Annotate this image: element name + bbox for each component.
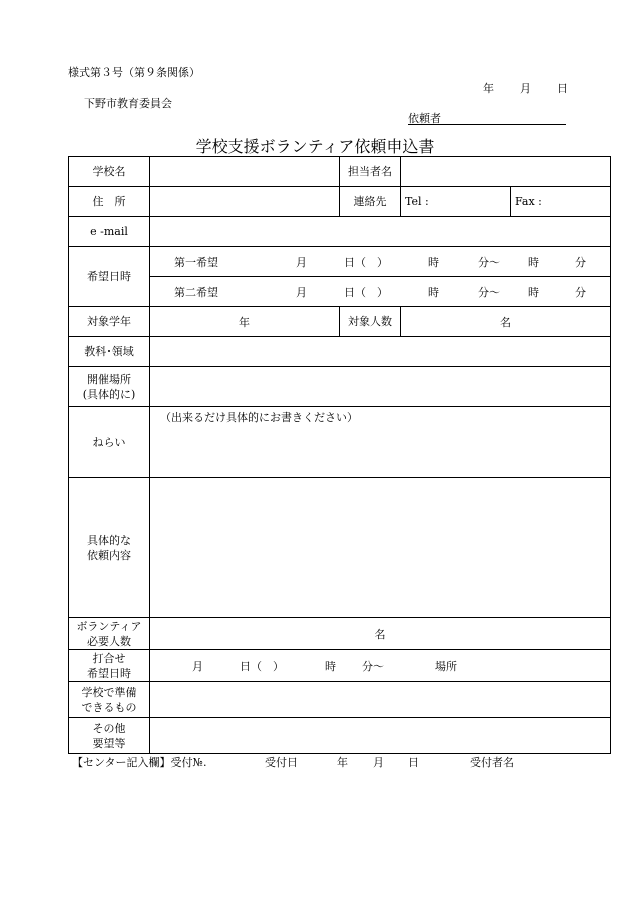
volunteers-label-line1: ボランティア [76,619,142,633]
second-hour-to: 時 [528,285,539,299]
target-grade-field[interactable] [150,307,340,337]
footer-month: 月 [373,756,384,769]
form-number: 様式第３号（第９条関係） [68,66,200,79]
email-label: e -mail [69,217,150,247]
prep-label-line2: できるもの [81,700,137,714]
meeting-label [69,650,150,682]
footer-day: 日 [408,756,419,769]
school-name-label: 学校名 [69,157,150,187]
subject-area-field[interactable] [150,337,611,367]
row-address [69,187,611,217]
row-prep [69,682,611,718]
meeting-field[interactable] [150,650,611,682]
person-in-charge-field[interactable] [401,157,611,187]
prep-label-line1: 学校で準備 [81,685,137,699]
details-field[interactable] [150,478,611,618]
school-name-field[interactable] [150,157,340,187]
aim-label: ねらい [69,407,150,478]
row-second-choice [69,277,611,307]
target-grade-label: 対象学年 [69,307,150,337]
requester-label: 依頼者 [408,112,441,125]
request-form-table [68,156,611,754]
prep-field[interactable] [150,682,611,718]
volunteers-unit: 名 [374,627,386,641]
first-minute-from: 分～ [478,255,500,269]
first-choice-field[interactable] [150,247,611,277]
second-choice-field[interactable] [150,277,611,307]
row-details [69,478,611,618]
first-month: 月 [296,255,307,269]
venue-field[interactable] [150,367,611,407]
address-label: 住 所 [69,187,150,217]
first-minute-to: 分 [575,255,586,269]
meeting-label-line2: 希望日時 [87,666,131,680]
meeting-hour: 時 [325,659,336,673]
grade-unit: 年 [239,315,250,329]
other-field[interactable] [150,718,611,754]
aim-field[interactable] [150,407,611,478]
second-choice-label: 第二希望 [174,285,218,299]
email-field[interactable] [150,217,611,247]
date-day: 日 [557,82,568,95]
details-label-line1: 具体的な [87,533,131,547]
row-first-choice [69,247,611,277]
second-minute-from: 分～ [478,285,500,299]
tel-field[interactable] [401,187,511,217]
row-venue [69,367,611,407]
row-email [69,217,611,247]
first-choice-label: 第一希望 [174,255,218,269]
meeting-day: 日（ ） [240,659,284,673]
tel-label: Tel : [405,195,429,208]
second-hour: 時 [428,285,439,299]
target-count-field[interactable] [401,307,611,337]
row-school-name [69,157,611,187]
date-year: 年 [483,82,494,95]
center-entry-label: 【センター記入欄】受付№. [72,756,207,769]
subject-area-label: 教科･領域 [69,337,150,367]
requester-underline [408,124,566,125]
second-day: 日（ ） [344,285,388,299]
people-unit: 名 [500,315,511,329]
second-month: 月 [296,285,307,299]
volunteers-label [69,618,150,650]
row-other [69,718,611,754]
person-in-charge-label: 担当者名 [340,157,401,187]
fax-field[interactable] [511,187,611,217]
meeting-label-line1: 打合せ [92,651,126,665]
aim-note: （出来るだけ具体的にお書きください） [160,411,358,424]
volunteers-field[interactable] [150,618,611,650]
venue-label-line1: 開催場所 [87,372,131,386]
contact-label: 連絡先 [340,187,401,217]
row-volunteers [69,618,611,650]
first-hour: 時 [428,255,439,269]
row-aim [69,407,611,478]
prep-label [69,682,150,718]
details-label [69,478,150,618]
row-target [69,307,611,337]
other-label-line1: その他 [92,721,126,735]
volunteers-label-line2: 必要人数 [87,634,131,648]
meeting-month: 月 [192,659,203,673]
row-subject [69,337,611,367]
first-day: 日（ ） [344,255,388,269]
other-label-line2: 要望等 [92,736,126,750]
meeting-minute: 分～ [362,659,384,673]
address-field[interactable] [150,187,340,217]
received-date-label: 受付日 [265,756,298,769]
first-hour-to: 時 [528,255,539,269]
received-by-label: 受付者名 [470,756,514,769]
fax-label: Fax : [515,195,542,208]
details-label-line2: 依頼内容 [87,548,131,562]
venue-label-line2: (具体的に) [82,387,136,401]
meeting-place: 場所 [435,659,457,673]
page-title: 学校支援ボランティア依頼申込書 [195,137,435,156]
row-meeting [69,650,611,682]
venue-label [69,367,150,407]
target-count-label: 対象人数 [340,307,401,337]
footer-year: 年 [337,756,348,769]
date-month: 月 [520,82,531,95]
other-label [69,718,150,754]
addressee: 下野市教育委員会 [84,97,172,110]
second-minute-to: 分 [575,285,586,299]
desired-datetime-label: 希望日時 [69,247,150,307]
